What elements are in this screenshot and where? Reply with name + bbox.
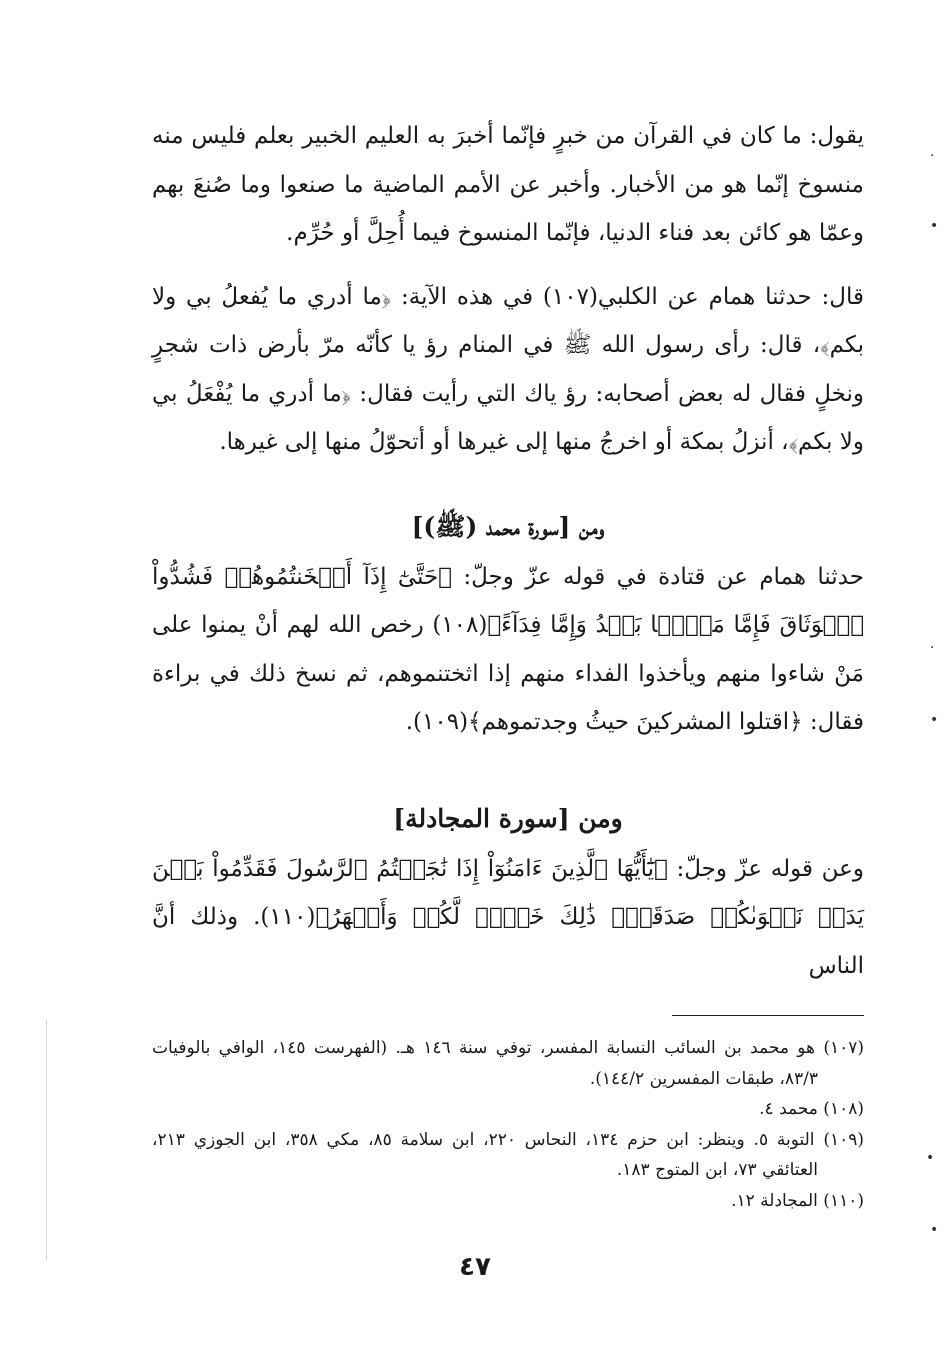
paragraph-1: يقول: ما كان في القرآن من خبرٍ فإنّما أخبرَ به العليم الخبير بعلم فليس منه منسوخ إنّما هو من الأخبار. وأخبر عن الأمم الماضية ما صنعوا وما صُنعَ بهم وعمّا هو كائن بعد فناء الدنيا، فإنّما المنسوخ فيما أُحِلَّ أو حُرِّم. [152, 123, 864, 246]
footnote-110: (١١٠) المجادلة ١٢. [731, 1190, 864, 1211]
paragraph-4: وعن قوله عزّ وجلّ: ﴿يَٰٓأَيُّهَا ٱلَّذِينَ ءَامَنُوٓاْ إِذَا نَٰجَيۡتُمُ ٱلرَّسُولَ فَقَدِّمُواْ بَيۡنَ يَدَيۡ نَجۡوَىٰكُمۡ صَدَقَةٗۚ ذَٰلِكَ خَيۡرٞ لَّكُمۡ وَأَطۡهَرُ﴾(١١٠). وذلك أنَّ الناس [152, 855, 864, 979]
scan-speck: • [930, 218, 939, 234]
main-text [152, 112, 864, 990]
footnote-108: (١٠٨) محمد ٤. [759, 1099, 864, 1119]
paragraph-2: قال: حدثنا همام عن الكلبي(١٠٧) في هذه الآية: ﴿ما أدري ما يُفعلُ بي ولا بكم﴾، قال: رأى رسول الله ﷺ في المنام رؤ يا كأنّه مرّ بأرض ذات شجرٍ ونخلٍ فقال له بعض أصحابه: رؤ ياك التي رأيت فقال: ﴿ما أدري ما يُفْعَلُ بي ولا بكم﴾، أنزلُ بمكة أو اخرجُ منها إلى غيرها أو أتحوّلُ منها إلى غيرها. [152, 283, 864, 455]
scan-speck: · [930, 148, 935, 164]
footnote-divider [672, 1015, 864, 1016]
section-heading-mujadila: ومن [سورة المجادلة] [393, 803, 623, 833]
scan-margin-line [46, 1020, 47, 1260]
footnote-107: (١٠٧) هو محمد بن السائب النسابة المفسر، توفي سنة ١٤٦ هـ. (الفهرست ١٤٥، الوافي بالوفيات ٨٣/٣، طبقات المفسرين ١٤٤/٢). [152, 1038, 865, 1089]
scan-speck: • [930, 712, 939, 728]
scan-speck: • [926, 1150, 935, 1166]
page-number: ٤٧ [459, 1252, 491, 1282]
section-heading-muhammad: ومن [سورة محمد (ﷺ)] [411, 511, 605, 541]
scan-speck: · [930, 640, 935, 656]
footnotes [152, 1033, 864, 1216]
footnote-109: (١٠٩) التوبة ٥. وينظر: ابن حزم ١٣٤، النحاس ٢٢٠، ابن سلامة ٨٥، مكي ٣٥٨، ابن الجوزي ٢١٣، العتائقي ٧٣، ابن المتوج ١٨٣. [152, 1129, 864, 1180]
paragraph-3: حدثنا همام عن قتادة في قوله عزّ وجلّ: ﴿حَتَّىٰٓ إِذَآ أَثۡخَنتُمُوهُمۡ فَشُدُّواْ ٱلۡوَثَاقَ فَإِمَّا مَنَّۢا بَعۡدُ وَإِمَّا فِدَآءً﴾(١٠٨) رخص الله لهم أنْ يمنوا على مَنْ شاءوا منهم ويأخذوا الفداء منهم إذا اثختنموهم، ثم نسخ ذلك في براءة فقال: ﴿اقتلوا المشركينَ حيثُ وجدتموهم﴾(١٠٩). [152, 563, 864, 735]
scan-speck: • [930, 1222, 939, 1238]
